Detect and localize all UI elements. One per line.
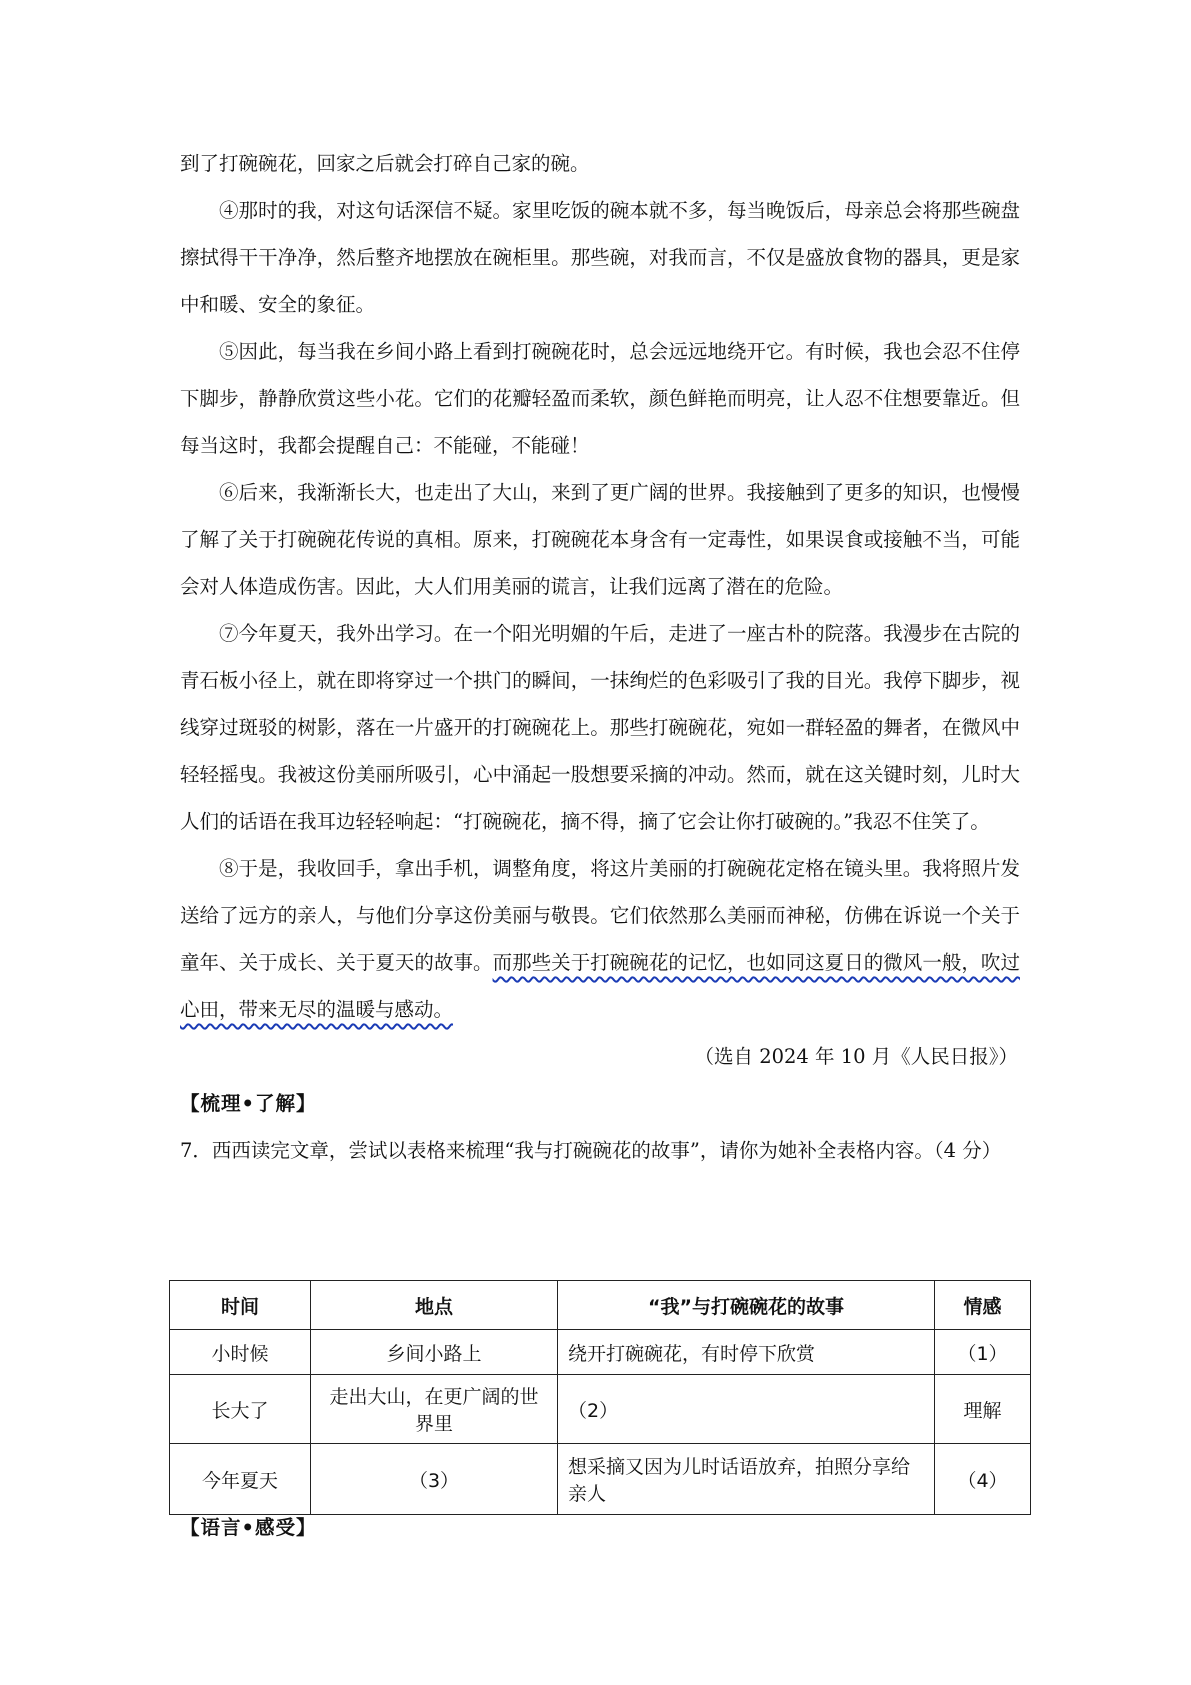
- cell-story-blank-2: （2）: [558, 1375, 935, 1444]
- paragraph-6: ⑥后来，我渐渐长大，也走出了大山，来到了更广阔的世界。我接触到了更多的知识，也慢慢了解了关于打碗碗花传说的真相。原来，打碗碗花本身含有一定毒性，如果误食或接触不当，可能会对人体造成伤害。因此，大人们用美丽的谎言，让我们远离了潜在的危险。: [180, 481, 1020, 598]
- table-row: [170, 1375, 1031, 1444]
- section-heading-language: 【语言•感受】: [180, 1516, 317, 1539]
- cell-story: 想采摘又因为儿时话语放弃，拍照分享给亲人: [558, 1444, 935, 1515]
- header-emotion: 情感: [935, 1281, 1031, 1330]
- cell-emotion: 理解: [935, 1375, 1031, 1444]
- paragraph-8: [180, 845, 1020, 1033]
- paragraph-7: ⑦今年夏天，我外出学习。在一个阳光明媚的午后，走进了一座古朴的院落。我漫步在古院的青石板小径上，就在即将穿过一个拱门的瞬间，一抹绚烂的色彩吸引了我的目光。我停下脚步，视线穿过斑驳的树影，落在一片盛开的打碗碗花上。那些打碗碗花，宛如一群轻盈的舞者，在微风中轻轻摇曳。我被这份美丽所吸引，心中涌起一股想要采摘的冲动。然而，就在这关键时刻，儿时大人们的话语在我耳边轻轻响起：“打碗碗花，摘不得，摘了它会让你打破碗的。”我忍不住笑了。: [180, 622, 1020, 833]
- paragraph-5: ⑤因此，每当我在乡间小路上看到打碗碗花时，总会远远地绕开它。有时候，我也会忍不住停下脚步，静静欣赏这些小花。它们的花瓣轻盈而柔软，颜色鲜艳而明亮，让人忍不住想要靠近。但每当这时，我都会提醒自己：不能碰，不能碰！: [180, 340, 1020, 457]
- cell-time: 今年夏天: [170, 1444, 311, 1515]
- source-citation: （选自 2024 年 10 月《人民日报》）: [694, 1045, 1018, 1068]
- paragraph-8-text: ⑧于是，我收回手，拿出手机，调整角度，将这片美丽的打碗碗花定格在镜头里。我将照片发送给了远方的亲人，与他们分享这份美丽与敬畏。它们依然那么美丽而神秘，仿佛在诉说一个关于童年、关于成长、关于夏天的故事。: [180, 857, 1020, 974]
- cell-time: 长大了: [170, 1375, 311, 1444]
- header-place: 地点: [311, 1281, 558, 1330]
- cell-place: 乡间小路上: [311, 1330, 558, 1375]
- story-table: [169, 1280, 1031, 1515]
- section-heading-sort: 【梳理•了解】: [180, 1092, 317, 1115]
- article-body: [180, 140, 1020, 1174]
- question-7: 7．西西读完文章，尝试以表格来梳理“我与打碗碗花的故事”，请你为她补全表格内容。（4 分）: [180, 1139, 1002, 1162]
- wavy-underlined-sentence: 而那些关于打碗碗花的记忆，也如同这夏日的微风一般，吹过心田，带来无尽的温暖与感动。: [180, 951, 1020, 1021]
- cell-place-blank-3: （3）: [311, 1444, 558, 1515]
- cell-emotion-blank-4: （4）: [935, 1444, 1031, 1515]
- cell-time: 小时候: [170, 1330, 311, 1375]
- paragraph-3-end: 到了打碗碗花，回家之后就会打碎自己家的碗。: [180, 152, 590, 175]
- table-row: [170, 1330, 1031, 1375]
- cell-emotion-blank-1: （1）: [935, 1330, 1031, 1375]
- header-time: 时间: [170, 1281, 311, 1330]
- paragraph-4: ④那时的我，对这句话深信不疑。家里吃饭的碗本就不多，每当晚饭后，母亲总会将那些碗盘擦拭得干干净净，然后整齐地摆放在碗柜里。那些碗，对我而言，不仅是盛放食物的器具，更是家中和暖、安全的象征。: [180, 199, 1020, 316]
- cell-place: 走出大山，在更广阔的世界里: [311, 1375, 558, 1444]
- header-story: “我”与打碗碗花的故事: [558, 1281, 935, 1330]
- table-header-row: [170, 1281, 1031, 1330]
- cell-story: 绕开打碗碗花，有时停下欣赏: [558, 1330, 935, 1375]
